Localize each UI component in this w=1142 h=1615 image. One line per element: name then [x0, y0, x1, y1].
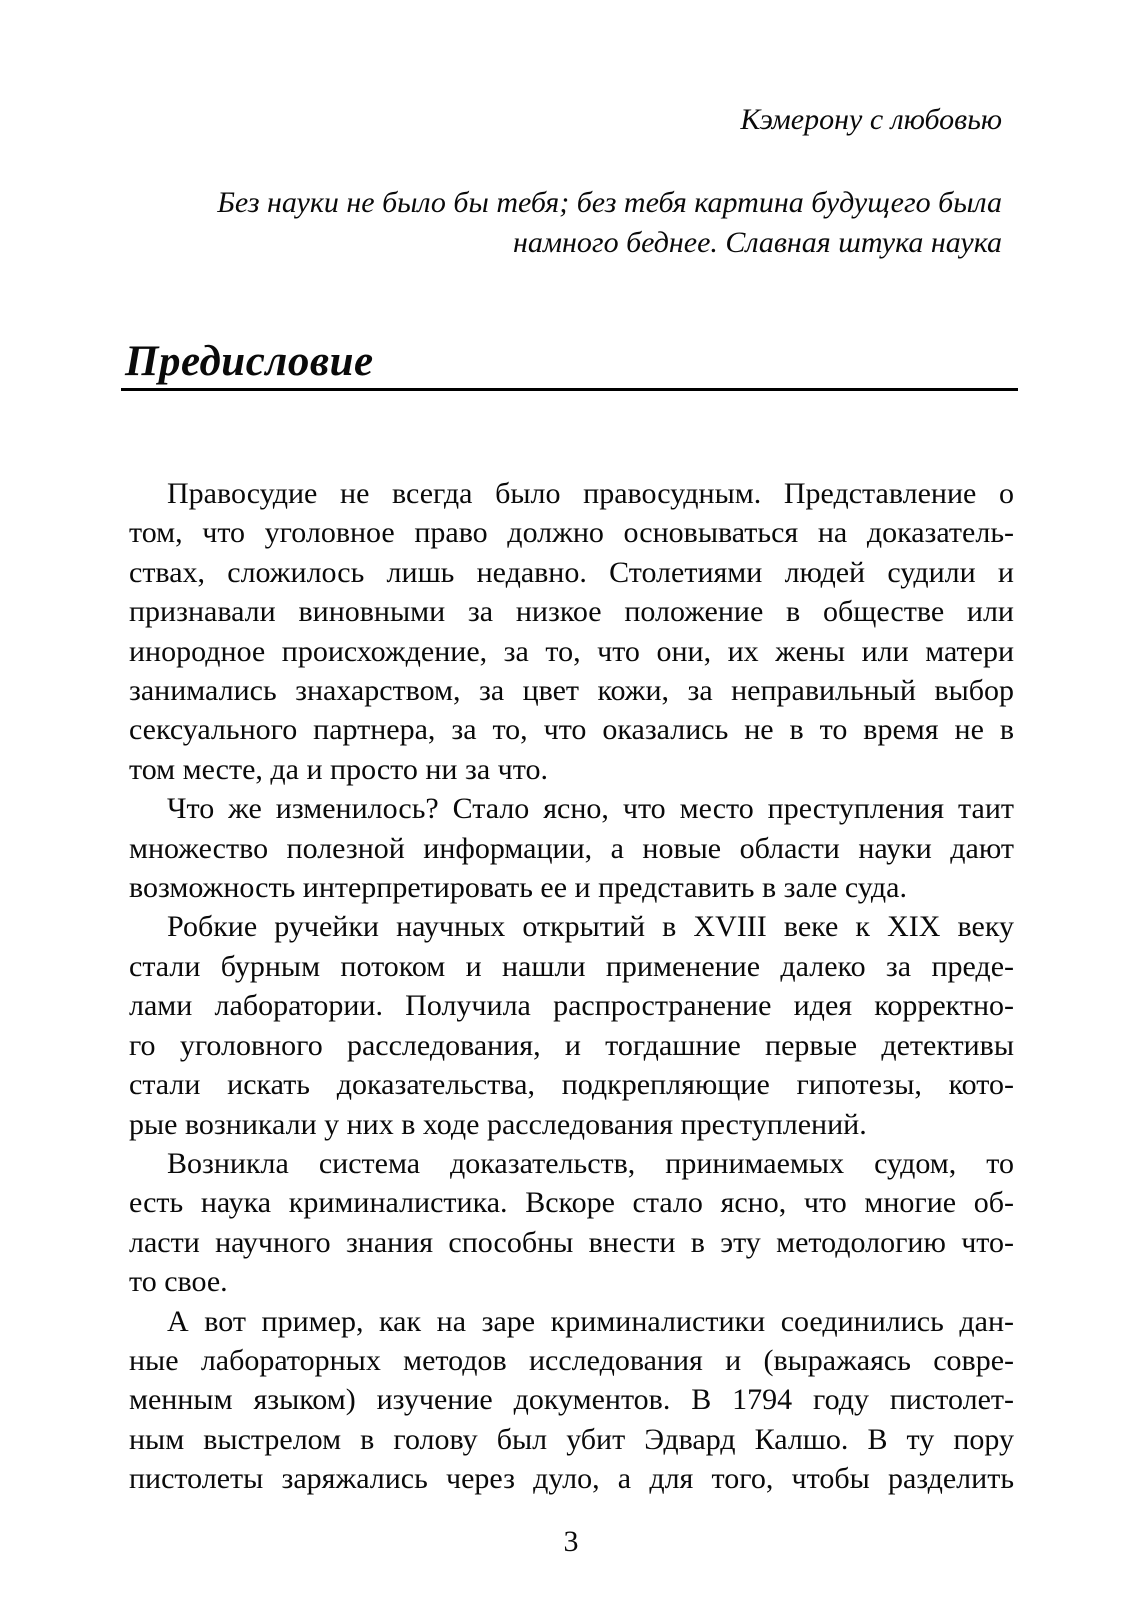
body-line: то свое.: [129, 1265, 228, 1299]
body-line: А вот пример, как на заре криминалистики соединились дан-: [167, 1304, 1014, 1338]
body-line: Что же изменилось? Стало ясно, что место преступления таит: [167, 792, 1014, 826]
paragraph: [129, 907, 1014, 1143]
body-line: стали искать доказательства, подкрепляющие гипотезы, кото-: [129, 1068, 1014, 1102]
body-line: том месте, да и просто ни за что.: [129, 752, 548, 786]
body-line: Правосудие не всегда было правосудным. Представление о: [167, 477, 1014, 510]
epigraph-line: намного беднее. Славная штука наука: [512, 226, 1002, 259]
body-line: ствах, сложилось лишь недавно. Столетиями людей судили и: [129, 555, 1014, 589]
epigraph: [126, 183, 1002, 263]
page-number: 3: [563, 1525, 579, 1558]
body-line: ные лабораторных методов исследования и (выражаясь совре-: [129, 1343, 1014, 1377]
body-line: сексуального партнера, за то, что оказались не в то время не в: [129, 713, 1014, 747]
dedication: Кэмерону с любовью: [740, 103, 1002, 136]
chapter-title: Предисловие: [125, 338, 374, 385]
paragraph: [129, 1302, 1014, 1499]
body-text: [129, 474, 1014, 1499]
body-line: есть наука криминалистика. Вскоре стало ясно, что многие об-: [129, 1186, 1014, 1220]
body-line: множество полезной информации, а новые области науки дают: [129, 831, 1014, 865]
body-line: возможность интерпретировать ее и представить в зале суда.: [129, 871, 907, 905]
body-line: инородное происхождение, за то, что они, их жены или матери: [129, 634, 1014, 668]
paragraph: [129, 474, 1014, 789]
body-line: рые возникали у них в ходе расследования преступлений.: [129, 1107, 867, 1141]
epigraph-line: Без науки не было бы тебя; без тебя картина будущего была: [217, 186, 1002, 219]
body-line: Робкие ручейки научных открытий в XVIII веке к XIX веку: [167, 910, 1014, 944]
chapter-title-block: [121, 336, 1018, 391]
body-line: стали бурным потоком и нашли применение далеко за преде-: [129, 949, 1014, 983]
body-line: ным выстрелом в голову был убит Эдвард Калшо. В ту пору: [129, 1422, 1014, 1456]
paragraph: [129, 1144, 1014, 1302]
body-line: го уголовного расследования, и тогдашние первые детективы: [129, 1028, 1014, 1062]
body-line: менным языком) изучение документов. В 1794 году пистолет-: [129, 1383, 1014, 1417]
body-line: Возникла система доказательств, принимаемых судом, то: [167, 1146, 1014, 1180]
body-line: лами лаборатории. Получила распространение идея корректно-: [129, 989, 1014, 1023]
body-line: признавали виновными за низкое положение в обществе или: [129, 595, 1014, 629]
body-line: пистолеты заряжались через дуло, а для того, чтобы разделить: [129, 1462, 1014, 1496]
paragraph: [129, 789, 1014, 907]
body-line: том, что уголовное право должно основываться на доказатель-: [129, 516, 1014, 550]
body-line: занимались знахарством, за цвет кожи, за неправильный выбор: [129, 674, 1014, 708]
body-line: ласти научного знания способны внести в эту методологию что-: [129, 1225, 1014, 1259]
